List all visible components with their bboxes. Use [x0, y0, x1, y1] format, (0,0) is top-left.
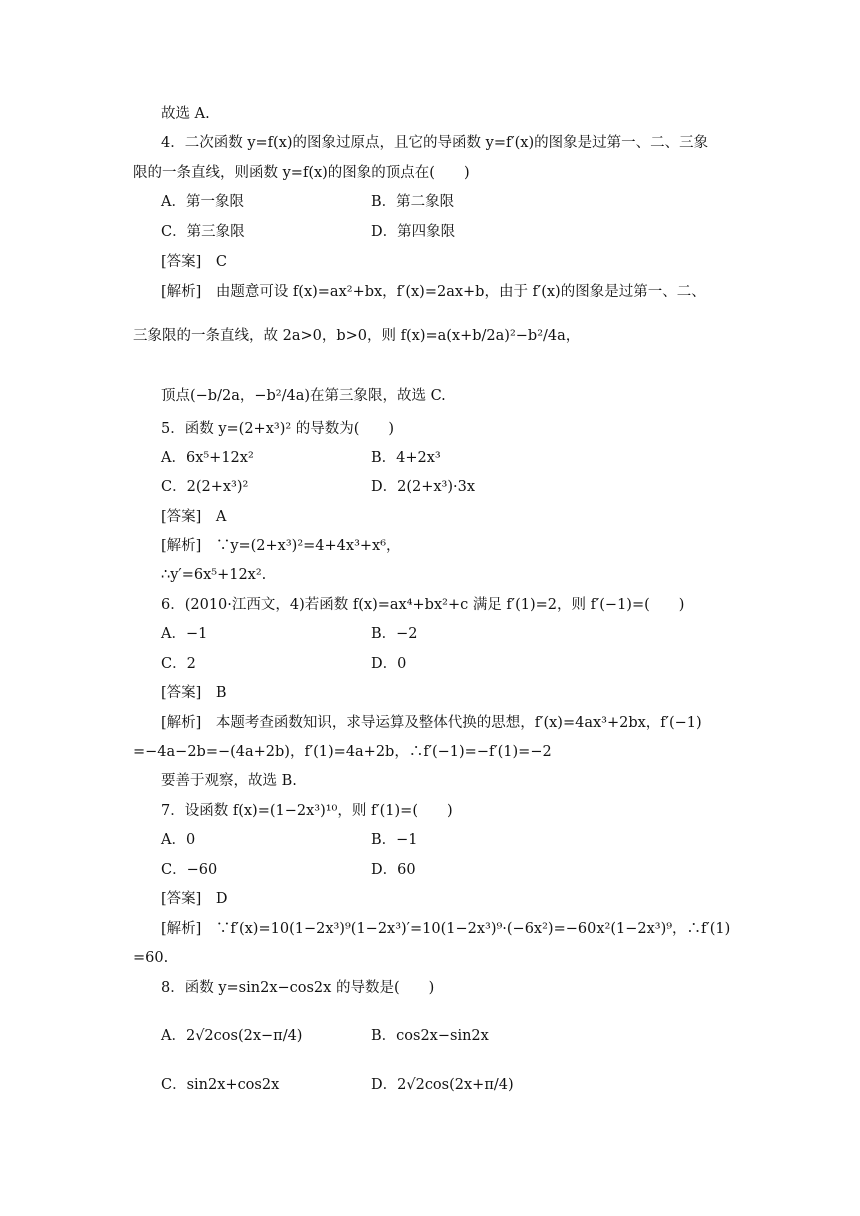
- q5-option-c: C．2(2+x³)²: [161, 479, 249, 495]
- q5-explanation-1: [解析] ∵y=(2+x³)²=4+4x³+x⁶，: [161, 538, 401, 554]
- q5-option-a: A．6x⁵+12x²: [161, 450, 254, 466]
- q4-option-c: C．第三象限: [161, 224, 245, 240]
- q8-option-c: C．sin2x+cos2x: [161, 1077, 280, 1093]
- q8-option-b: B．cos2x−sin2x: [371, 1028, 489, 1044]
- q8-option-d: D．2√2cos(2x+π/4): [371, 1077, 514, 1093]
- q7-option-a: A．0: [161, 832, 196, 848]
- q7-explanation-1: [解析] ∵f′(x)=10(1−2x³)⁹(1−2x³)′=10(1−2x³)⁹·(−6x²)=−60x²(1−2x³)⁹，∴f′(1): [161, 921, 731, 937]
- q6-option-c: C．2: [161, 656, 196, 672]
- question-6-stem: 6．(2010·江西文，4)若函数 f(x)=ax⁴+bx²+c 满足 f′(1)=2，则 f′(−1)=( ): [161, 597, 685, 613]
- q6-option-b: B．−2: [371, 626, 418, 642]
- q6-explanation-1: [解析] 本题考查函数知识，求导运算及整体代换的思想，f′(x)=4ax³+2bx，f′(−1): [161, 715, 702, 731]
- conclusion-line: 故选 A.: [161, 106, 210, 122]
- question-7-stem: 7．设函数 f(x)=(1−2x³)¹⁰，则 f′(1)=( ): [161, 803, 453, 819]
- q4-explanation-1: [解析] 由题意可设 f(x)=ax²+bx，f′(x)=2ax+b，由于 f′(x)的图象是过第一、二、: [161, 284, 706, 300]
- q4-option-a: A．第一象限: [161, 194, 244, 210]
- q5-answer: [答案] A: [161, 509, 227, 525]
- question-4-stem-cont: 限的一条直线，则函数 y=f(x)的图象的顶点在( ): [133, 165, 470, 181]
- q5-option-b: B．4+2x³: [371, 450, 441, 466]
- q4-option-b: B．第二象限: [371, 194, 455, 210]
- q6-answer: [答案] B: [161, 685, 227, 701]
- q6-option-a: A．−1: [161, 626, 208, 642]
- q7-explanation-2: =60.: [133, 950, 169, 966]
- q7-answer: [答案] D: [161, 891, 228, 907]
- q5-option-d: D．2(2+x³)·3x: [371, 479, 476, 495]
- question-8-stem: 8．函数 y=sin2x−cos2x 的导数是( ): [161, 980, 435, 996]
- q7-option-b: B．−1: [371, 832, 418, 848]
- q8-option-a: A．2√2cos(2x−π/4): [161, 1028, 303, 1044]
- q6-explanation-3: 要善于观察，故选 B.: [161, 773, 297, 789]
- q6-explanation-2: =−4a−2b=−(4a+2b)，f′(1)=4a+2b，∴f′(−1)=−f′(1)=−2: [133, 744, 552, 760]
- question-5-stem: 5．函数 y=(2+x³)² 的导数为( ): [161, 421, 395, 437]
- q7-option-d: D．60: [371, 862, 416, 878]
- q4-explanation-2: 三象限的一条直线，故 2a>0，b>0，则 f(x)=a(x+b/2a)²−b²/4a，: [133, 328, 581, 344]
- q5-explanation-2: ∴y′=6x⁵+12x².: [161, 567, 267, 583]
- q4-option-d: D．第四象限: [371, 224, 456, 240]
- q6-option-d: D．0: [371, 656, 407, 672]
- q7-option-c: C．−60: [161, 862, 218, 878]
- q4-answer: [答案] C: [161, 254, 227, 270]
- question-4-stem: 4．二次函数 y=f(x)的图象过原点，且它的导函数 y=f′(x)的图象是过第一、二、三象: [161, 135, 709, 151]
- q4-explanation-3: 顶点(−b/2a，−b²/4a)在第三象限，故选 C.: [161, 388, 446, 404]
